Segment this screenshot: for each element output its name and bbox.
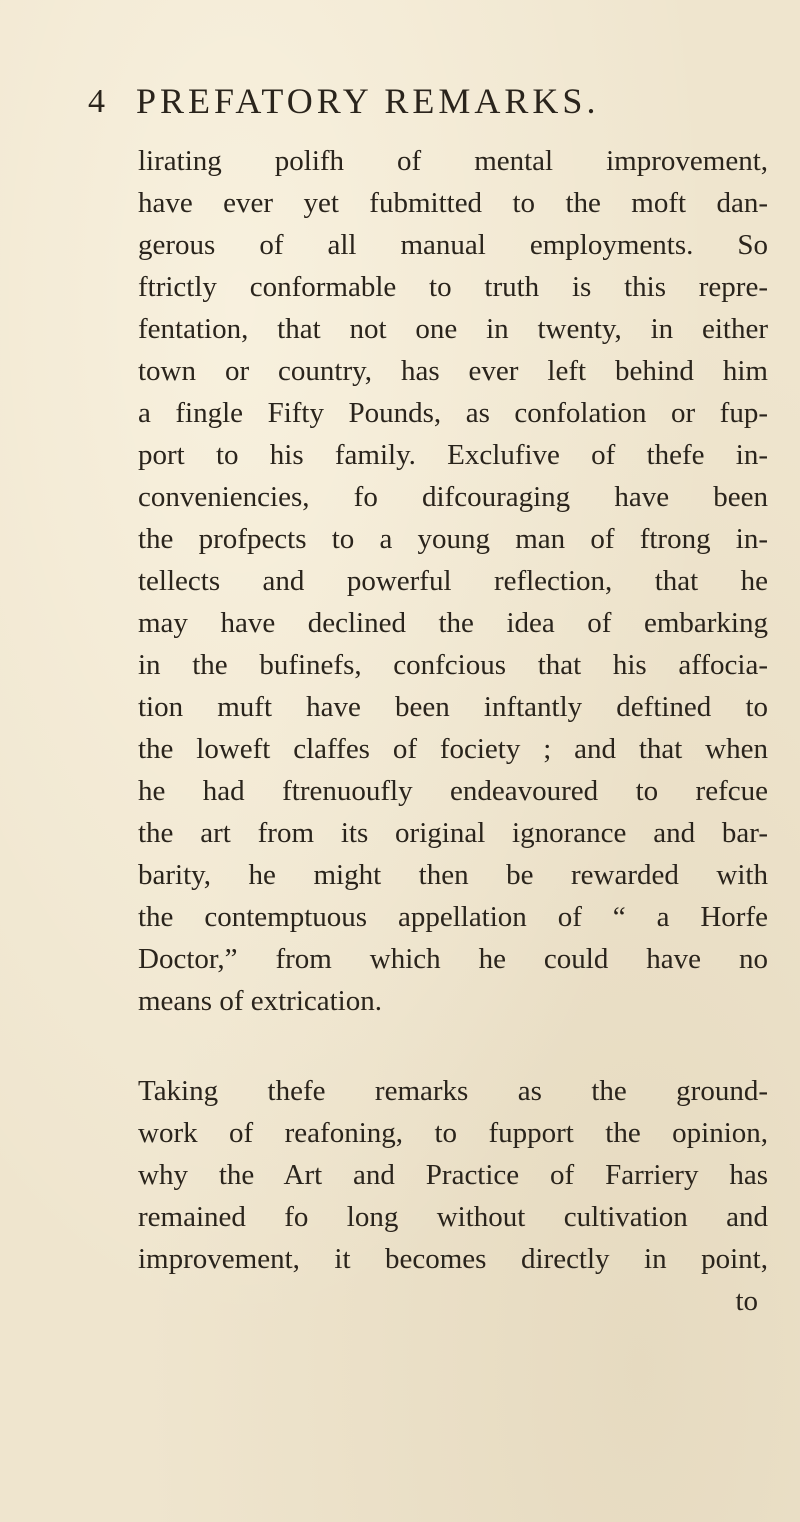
text-line: tion muft have been inftantly deftined to (138, 691, 768, 723)
text-line: he had ftrenuoufly endeavoured to refcue (138, 775, 768, 807)
text-line: work of reafoning, to fupport the opinion, (138, 1117, 768, 1149)
text-line: town or country, has ever left behind him (138, 355, 768, 387)
text-line: have ever yet fubmitted to the moft dan- (138, 187, 768, 219)
text-line: lirating polifh of mental improvement, (138, 145, 768, 177)
text-line: remained fo long without cultivation and (138, 1201, 768, 1233)
text-line: ftrictly conformable to truth is this repre- (138, 271, 768, 303)
text-line: means of extrication. (138, 985, 382, 1017)
text-line: the profpects to a young man of ftrong in- (138, 523, 768, 555)
text-line: fentation, that not one in twenty, in either (138, 313, 768, 345)
text-line: port to his family. Exclufive of thefe in- (138, 439, 768, 471)
paragraph-gap (138, 1022, 768, 1070)
running-title: PREFATORY REMARKS. (136, 81, 600, 121)
text-line: in the bufinefs, confcious that his affocia- (138, 649, 768, 681)
paragraph-2 (138, 1070, 768, 1322)
text-line: Taking thefe remarks as the ground- (138, 1075, 768, 1107)
text-line: why the Art and Practice of Farriery has (138, 1159, 768, 1191)
text-line: the art from its original ignorance and bar- (138, 817, 768, 849)
page-header (88, 78, 728, 126)
text-line: conveniencies, fo difcouraging have been (138, 481, 768, 513)
text-line: Doctor,” from which he could have no (138, 943, 768, 975)
text-line: barity, he might then be rewarded with (138, 859, 768, 891)
text-line: a fingle Fifty Pounds, as confolation or fup- (138, 397, 768, 429)
text-line: the loweft claffes of fociety ; and that when (138, 733, 768, 765)
body-text (138, 140, 768, 1322)
text-line: improvement, it becomes directly in point, (138, 1243, 768, 1275)
catchword: to (735, 1285, 758, 1317)
text-line: may have declined the idea of embarking (138, 607, 768, 639)
text-line: gerous of all manual employments. So (138, 229, 768, 261)
page-number: 4 (88, 83, 105, 120)
text-line: the contemptuous appellation of “ a Horfe (138, 901, 768, 933)
text-line: tellects and powerful reflection, that he (138, 565, 768, 597)
paragraph-1 (138, 140, 768, 1022)
